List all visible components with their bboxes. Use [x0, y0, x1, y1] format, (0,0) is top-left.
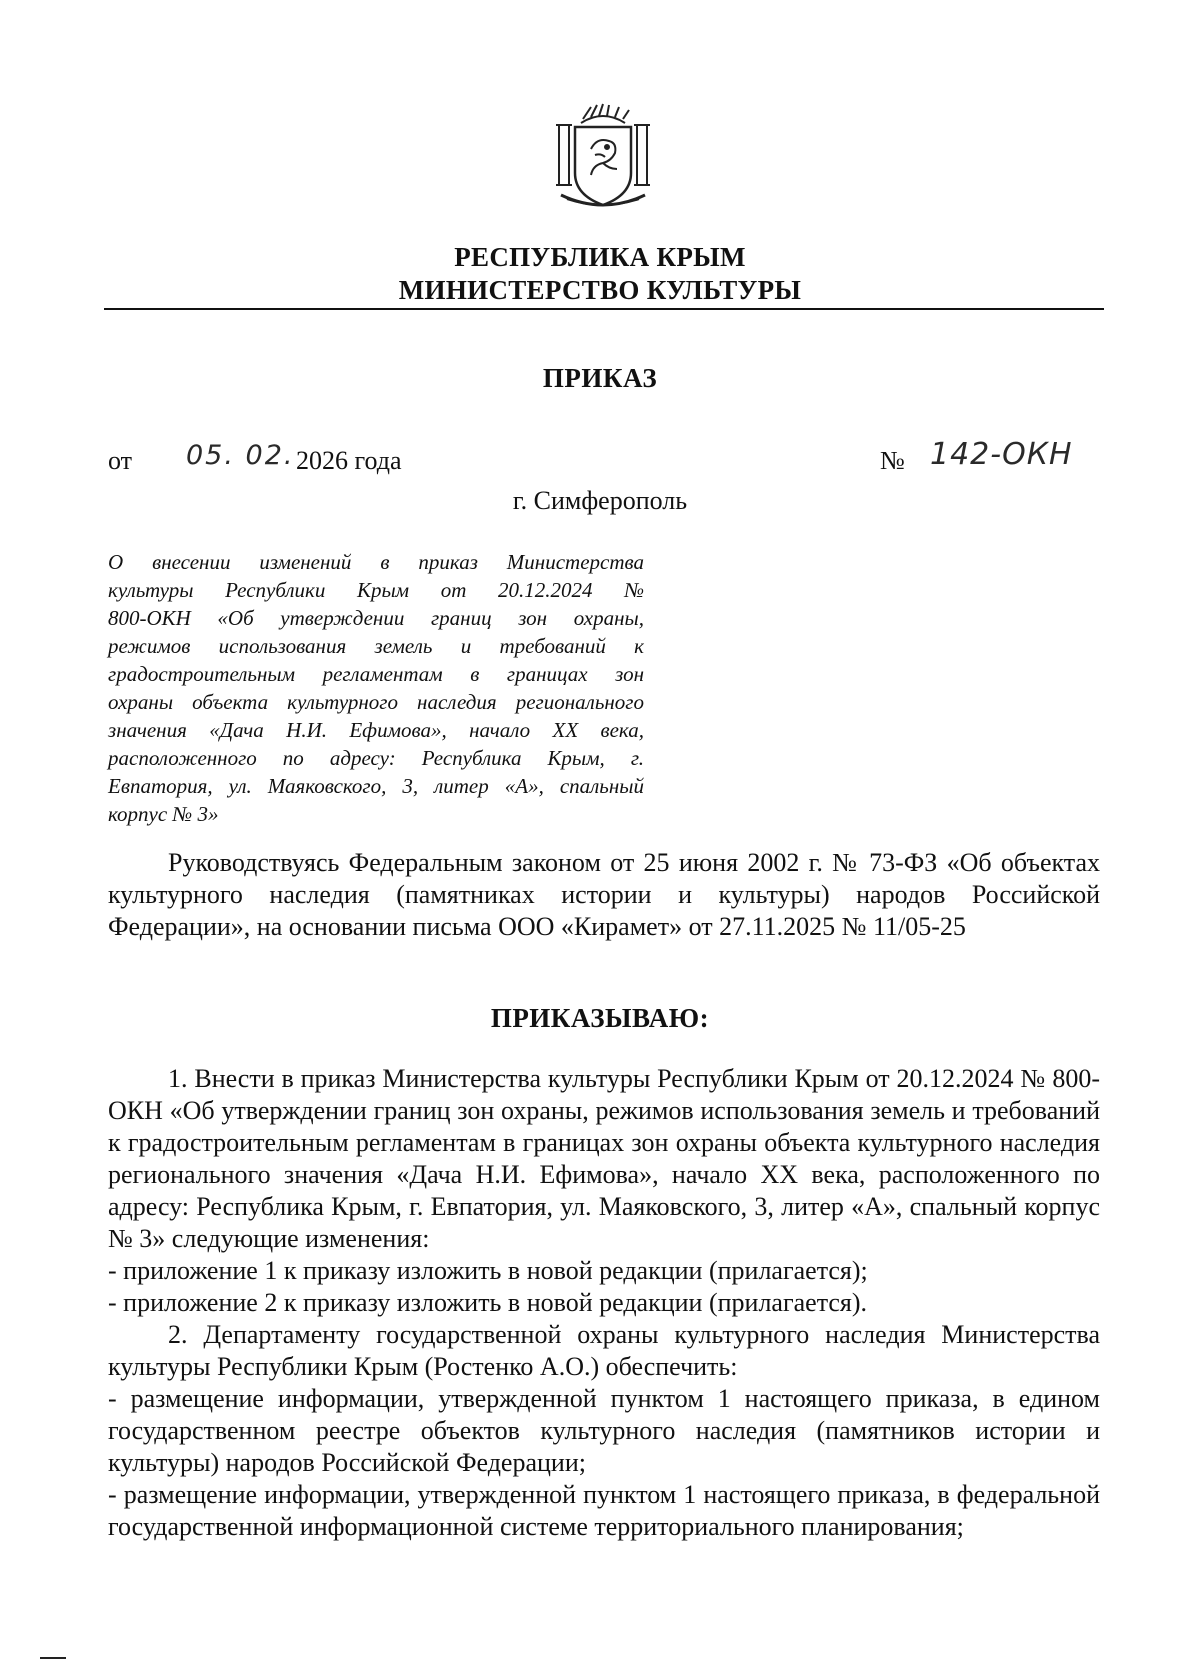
- order-directive-heading: ПРИКАЗЫВАЮ:: [490, 1003, 710, 1033]
- subject-line: расположенного по адресу: Республика Крым, г.: [108, 746, 644, 770]
- republic-title: РЕСПУБЛИКА КРЫМ: [454, 242, 746, 272]
- item-2-paragraph: 2. Департаменту государственной охраны культурного наследия Министерства культуры Республики Крым (Ростенко А.О.) обеспечить:: [108, 1320, 1100, 1381]
- crimea-coat-of-arms-icon: [547, 103, 659, 215]
- subject-line: охраны объекта культурного наследия регионального: [108, 690, 644, 714]
- date-from-label: от: [108, 446, 133, 475]
- subject-line: О внесении изменений в приказ Министерства: [108, 550, 644, 574]
- preamble-paragraph: Руководствуясь Федеральным законом от 25 июня 2002 г. № 73-ФЗ «Об объектах культурного наследия (памятниках истории и культуры) народов Российской Федерации», на основании письма ООО «Кирамет» от 27.11.2025 № 11/05-25: [108, 848, 1100, 941]
- item-1-bullet-appendix-1: - приложение 1 к приказу изложить в новой редакции (прилагается);: [108, 1256, 868, 1285]
- document-type-title: ПРИКАЗ: [542, 363, 658, 393]
- subject-line: 800-ОКН «Об утверждении границ зон охраны,: [108, 606, 644, 630]
- number-label: №: [880, 446, 905, 475]
- year-text: 2026 года: [296, 446, 402, 475]
- item-2-bullet-fgis: - размещение информации, утвержденной пунктом 1 настоящего приказа, в федеральной государственной информационной системе территориального планирования;: [108, 1480, 1100, 1541]
- subject-line: градостроительным регламентам в границах зон: [108, 662, 644, 686]
- subject-line: значения «Дача Н.И. Ефимова», начало XX века,: [108, 718, 644, 742]
- subject-line: культуры Республики Крым от 20.12.2024 №: [108, 578, 644, 602]
- subject-line: режимов использования земель и требований к: [108, 634, 644, 658]
- item-1-bullet-appendix-2: - приложение 2 к приказу изложить в новой редакции (прилагается).: [108, 1288, 868, 1317]
- subject-line: корпус № 3»: [108, 802, 219, 826]
- handwritten-date: 05. 02.: [186, 440, 295, 471]
- handwritten-number: 142-ОКН: [930, 437, 1073, 472]
- header-divider: [104, 308, 1104, 310]
- item-1-paragraph: 1. Внести в приказ Министерства культуры Республики Крым от 20.12.2024 № 800-ОКН «Об утверждении границ зон охраны, режимов использования земель и требований к градостроительным регламентам в границах зон охраны объекта культурного наследия регионального значения «Дача Н.И. Ефимова», начало XX века, расположенного по адресу: Республика Крым, г. Евпатория, ул. Маяковского, 3, литер «А», спальный корпус № 3» следующие изменения:: [108, 1064, 1100, 1253]
- order-subject: [108, 548, 644, 828]
- item-2-bullet-registry: - размещение информации, утвержденной пунктом 1 настоящего приказа, в едином государственном реестре объектов культурного наследия (памятников истории и культуры) народов Российской Федерации;: [108, 1384, 1100, 1477]
- subject-line: Евпатория, ул. Маяковского, 3, литер «А», спальный: [108, 774, 644, 798]
- city-line: г. Симферополь: [512, 486, 688, 515]
- ministry-title: МИНИСТЕРСТВО КУЛЬТУРЫ: [398, 275, 802, 305]
- page-margin-mark: [40, 1657, 66, 1659]
